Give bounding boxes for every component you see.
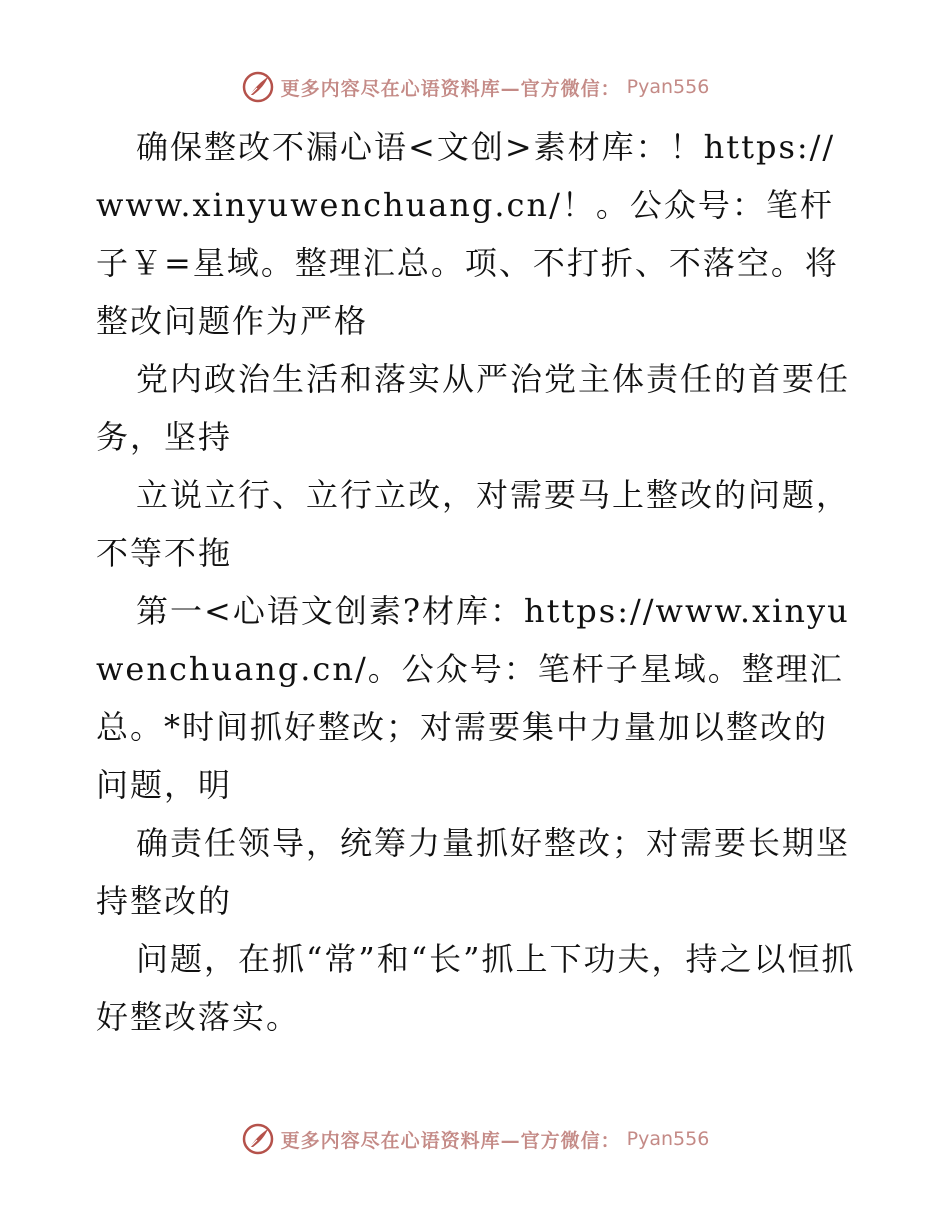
body-paragraph-6: 问题，在抓“常”和“长”抓上下功夫，持之以恒抓好整改落实。 [96,940,856,1036]
feather-pen-logo-icon [241,1122,275,1156]
header-banner [0,70,950,104]
body-paragraph-5: 确责任领导，统筹力量抓好整改；对需要长期坚持整改的 [96,824,851,920]
header-banner-contact: Pyan556 [626,76,710,98]
header-banner-text: 更多内容尽在心语资料库—官方微信： [280,77,621,100]
body-paragraph-2: 党内政治生活和落实从严治党主体责任的首要任务，坚持 [96,360,851,456]
feather-pen-logo-icon [241,70,275,104]
body-paragraph-1: 确保整改不漏心语<文创>素材库：！https://www.xinyuwenchuang.cn/！。公众号：笔杆子￥=星域。整理汇总。项、不打折、不落空。将整改问题作为严格 [96,128,839,340]
footer-banner [0,1122,950,1156]
footer-banner-text: 更多内容尽在心语资料库—官方微信： [280,1129,621,1152]
document-body [96,118,856,1046]
body-paragraph-3: 立说立行、立行立改，对需要马上整改的问题，不等不拖 [96,476,851,572]
footer-banner-contact: Pyan556 [626,1128,710,1150]
body-paragraph-4: 第一<心语文创素?材库：https://www.xinyuwenchuang.cn/。公众号：笔杆子星域。整理汇总。*时间抓好整改；对需要集中力量加以整改的问题，明 [96,592,850,804]
